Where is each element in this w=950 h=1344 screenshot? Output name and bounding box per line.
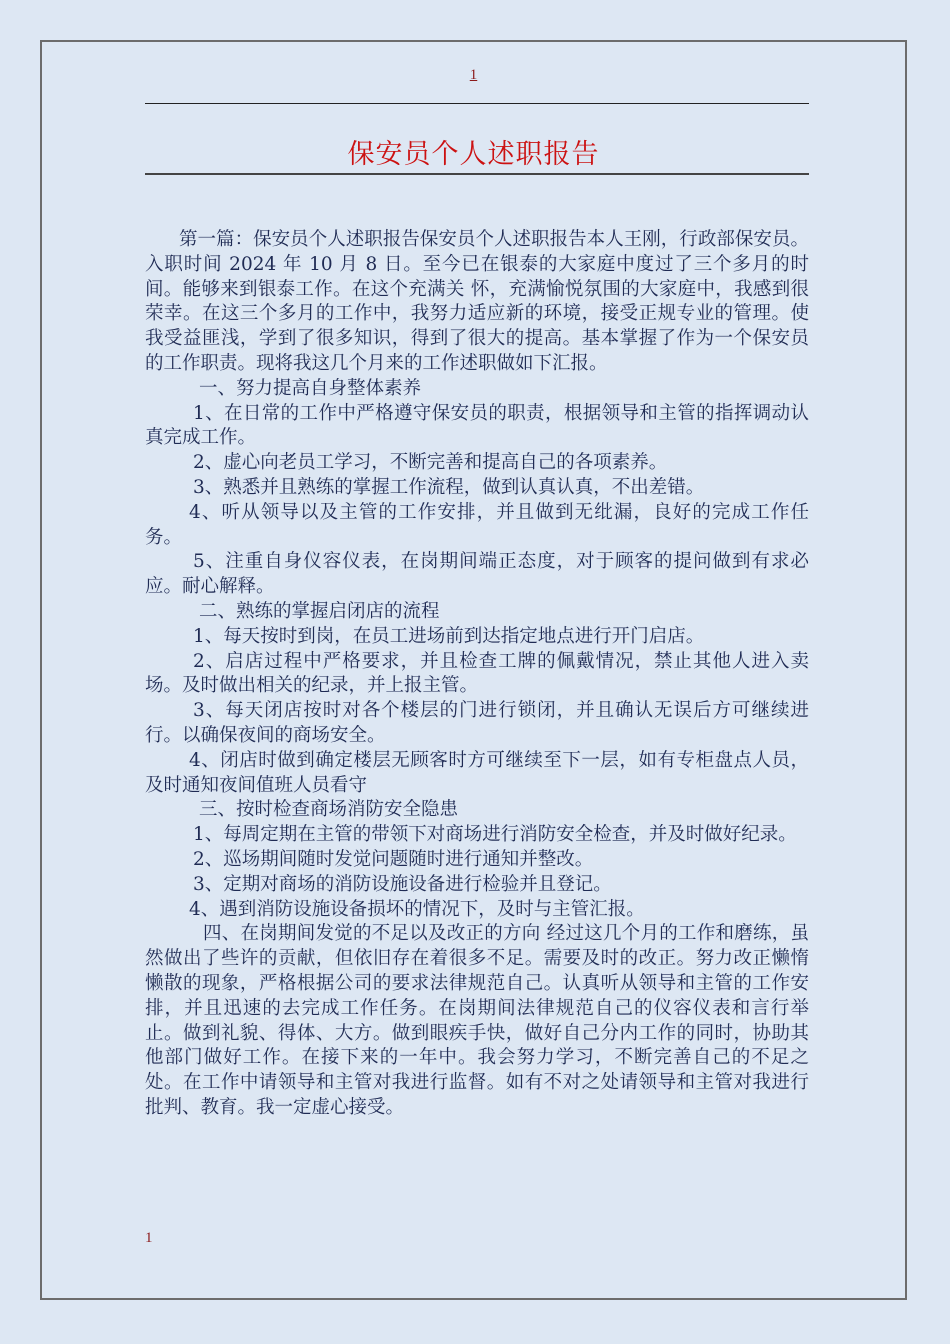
list-item: 5、注重自身仪容仪表，在岗期间端正态度，对于顾客的提问做到有求必应。耐心解释。 — [145, 551, 809, 598]
list-item: 3、定期对商场的消防设施设备进行检验并且登记。 — [193, 873, 612, 895]
list-item: 1、在日常的工作中严格遵守保安员的职责，根据领导和主管的指挥调动认真完成工作。 — [145, 402, 809, 449]
list-item: 1、每天按时到岗，在员工进场前到达指定地点进行开门启店。 — [193, 625, 705, 647]
title-divider — [145, 173, 809, 175]
document-body — [145, 228, 809, 1121]
list-item: 2、虚心向老员工学习，不断完善和提高自己的各项素养。 — [193, 452, 668, 474]
document-page — [40, 40, 907, 1300]
list-item: 3、每天闭店按时对各个楼层的门进行锁闭，并且确认无误后方可继续进行。以确保夜间的商场安全。 — [145, 700, 809, 746]
footer-page-number: 1 — [145, 1230, 153, 1246]
list-item: 4、听从领导以及主管的工作安排，并且做到无纰漏，良好的完成工作任务。 — [145, 501, 809, 548]
list-item: 2、巡场期间随时发觉问题随时进行通知并整改。 — [193, 848, 594, 870]
section-paragraph-4: 四、在岗期间发觉的不足以及改正的方向 经过这几个月的工作和磨练，虽然做出了些许的贡献，但依旧存在着很多不足。需要及时的改正。努力改正懒惰懒散的现象，严格根据公司的要求法律规范自己。认真听从领导和主管的工作安排，并且迅速的去完成工作任务。在岗期间法律规范自己的仪容仪表和言行举止。做到礼貌、得体、大方。做到眼疾手快，做好自己分内工作的同时，协助其他部门做好工作。在接下来的一年中。我会努力学习，不断完善自己的不足之处。在工作中请领导和主管对我进行监督。如有不对之处请领导和主管对我进行批判、教育。我一定虚心接受。 — [145, 923, 809, 1118]
list-item: 1、每周定期在主管的带领下对商场进行消防安全检查，并及时做好纪录。 — [193, 824, 797, 846]
section-heading-2: 二、熟练的掌握启闭店的流程 — [199, 600, 440, 622]
header-divider — [145, 103, 809, 104]
list-item: 3、熟悉并且熟练的掌握工作流程，做到认真认真，不出差错。 — [193, 476, 705, 498]
section-heading-1: 一、努力提高自身整体素养 — [199, 377, 422, 399]
intro-paragraph: 第一篇：保安员个人述职报告保安员个人述职报告本人王刚，行政部保安员。入职时间 2024 年 10 月 8 日。至今已在银泰的大家庭中度过了三个多月的时间。能够来到银泰工作。在这个充满关 怀，充满愉悦氛围的大家庭中，我感到很荣幸。在这三个多月的工作中，我努力适应新的环境，接受正规专业的管理。使我受益匪浅，学到了很多知识，得到了很大的提高。基本掌握了作为一个保安员的工作职责。现将我这几个月来的工作述职做如下汇报。 — [145, 229, 809, 374]
list-item: 2、启店过程中严格要求，并且检查工牌的佩戴情况，禁止其他人进入卖场。及时做出相关的纪录，并上报主管。 — [145, 650, 809, 697]
section-heading-3: 三、按时检查商场消防安全隐患 — [199, 799, 459, 821]
document-title: 保安员个人述职报告 — [347, 139, 600, 170]
list-item: 4、遇到消防设施设备损坏的情况下，及时与主管汇报。 — [189, 898, 645, 920]
header-page-number: 1 — [469, 67, 478, 83]
list-item: 4、闭店时做到确定楼层无顾客时方可继续至下一层，如有专柜盘点人员，及时通知夜间值班人员看守 — [145, 749, 809, 796]
